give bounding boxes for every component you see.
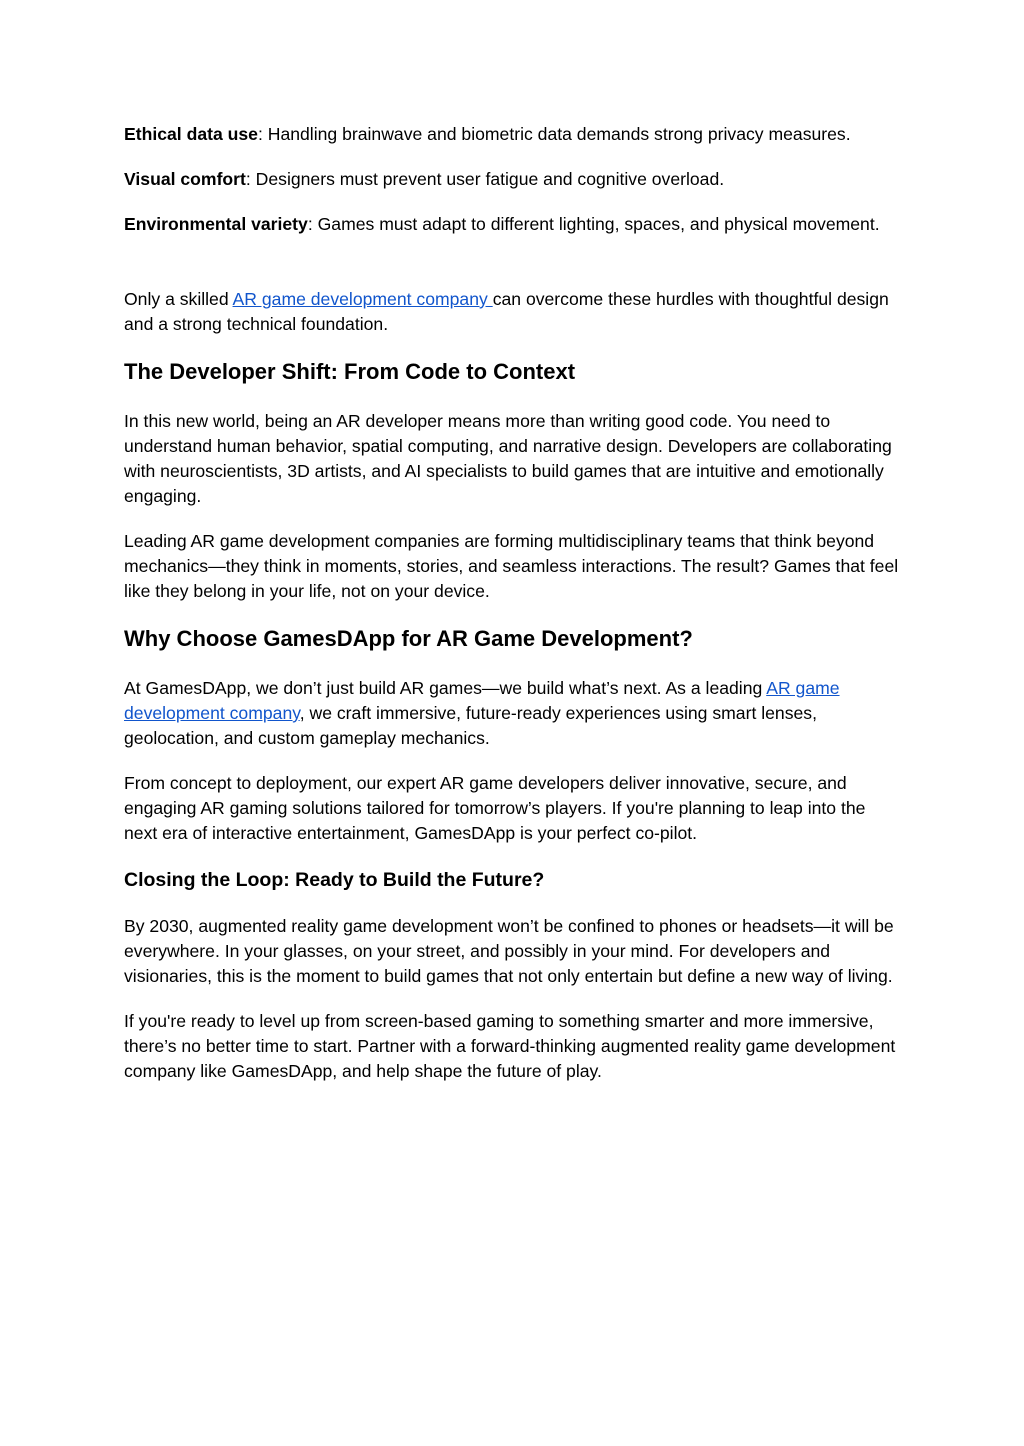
closing-paragraph-1: By 2030, augmented reality game development won’t be confined to phones or headsets—it will be everywhere. In your glasses, on your street, and possibly in your mind. For developers and visionaries, this is the moment to build games that not only entertain but define a new way of living. [124,916,894,986]
why-paragraph-1 [124,676,900,751]
developer-shift-paragraph-1: In this new world, being an AR developer means more than writing good code. You need to understand human behavior, spatial computing, and narrative design. Developers are collaborating with neuroscientists, 3D artists, and AI specialists to build games that are intuitive and emotionally engaging. [124,411,892,506]
ar-game-development-company-link[interactable]: AR game development company [232,289,493,309]
why-text-after: , we craft immersive, future-ready experiences using smart lenses, geolocation, and custom gameplay mechanics. [124,703,817,748]
bullet-ethical-data-use [124,122,900,147]
heading-closing-the-loop: Closing the Loop: Ready to Build the Future? [124,869,545,891]
bullet-environmental-variety [124,212,900,237]
intro-text-after: can overcome these hurdles with thoughtful design and a strong technical foundation. [124,289,889,334]
heading-developer-shift: The Developer Shift: From Code to Context [124,359,576,384]
bullet-term: Ethical data use [124,124,258,144]
closing-paragraph-2: If you're ready to level up from screen-based gaming to something smarter and more immersive, there’s no better time to start. Partner with a forward-thinking augmented reality game development company like GamesDApp, and help shape the future of play. [124,1011,896,1081]
bullet-term: Visual comfort [124,169,246,189]
developer-shift-paragraph-2: Leading AR game development companies are forming multidisciplinary teams that think beyond mechanics—they think in moments, stories, and seamless interactions. The result? Games that feel like they belong in your life, not on your device. [124,531,899,601]
bullet-term: Environmental variety [124,214,308,234]
intro-text-before: Only a skilled [124,289,233,309]
bullet-visual-comfort [124,167,900,192]
why-paragraph-2: From concept to deployment, our expert AR game developers deliver innovative, secure, and engaging AR gaming solutions tailored for tomorrow’s players. If you're planning to leap into the next era of interactive entertainment, GamesDApp is your perfect co-pilot. [124,773,866,843]
why-text-before: At GamesDApp, we don’t just build AR games—we build what’s next. As a leading [124,678,767,698]
ar-game-development-company-link-2[interactable]: AR game development company [124,678,840,723]
bullet-text: : Games must adapt to different lighting, spaces, and physical movement. [307,214,880,234]
bullet-text: : Handling brainwave and biometric data demands strong privacy measures. [257,124,851,144]
intro-paragraph [124,287,900,337]
bullet-text: : Designers must prevent user fatigue and cognitive overload. [245,169,725,189]
heading-why-choose-gamesdapp: Why Choose GamesDApp for AR Game Development? [124,626,693,651]
document-page [124,122,900,1104]
